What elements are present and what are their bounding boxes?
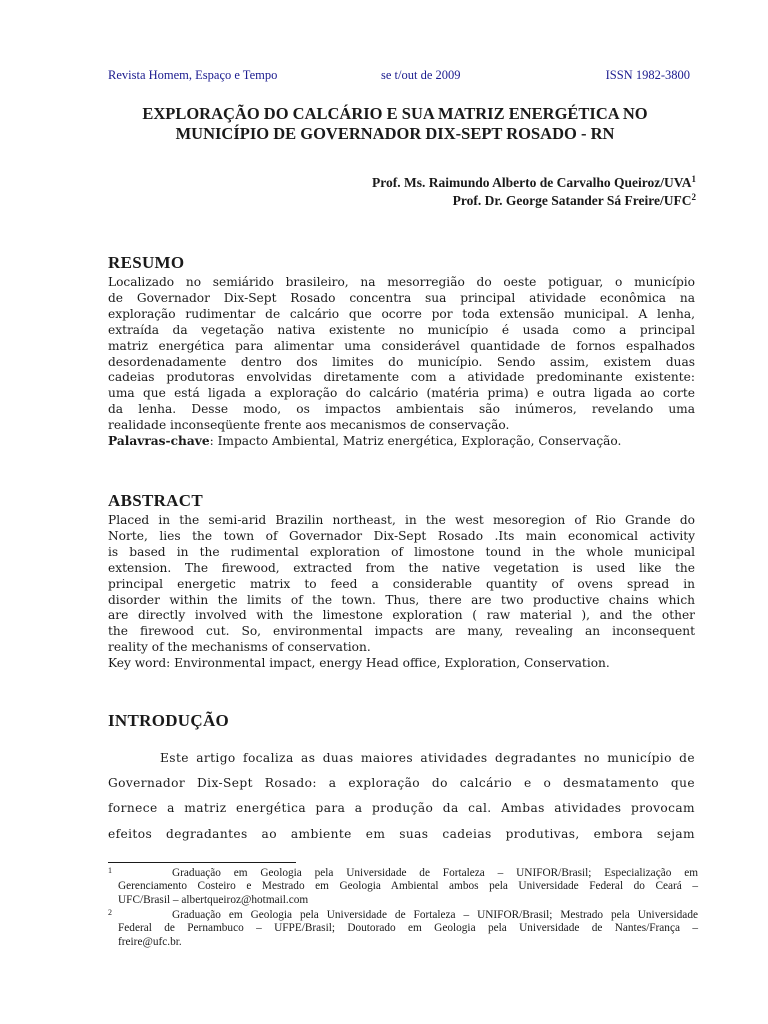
title-line-1: EXPLORAÇÃO DO CALCÁRIO E SUA MATRIZ ENERGÉTICA NO: [142, 104, 648, 123]
text-line: desordenadamente dentro dos limites do município. Sendo assim, existem duas: [108, 354, 695, 369]
text-line: extension. The firewood, extracted from the native vegetation is used like the: [108, 560, 695, 575]
title-line-2: MUNICÍPIO DE GOVERNADOR DIX-SEPT ROSADO - RN: [175, 124, 615, 143]
text-line: Placed in the semi-arid Brazilin northeast, in the west mesoregion of Rio Grande do: [108, 513, 695, 527]
text-line: Graduação em Geologia pela Universidade de Fortaleza – UNIFOR/Brasil; Especialização em: [172, 867, 698, 879]
introducao-heading: INTRODUÇÃO: [108, 711, 230, 730]
footnote-ref[interactable]: 1: [691, 174, 696, 184]
text-line: cadeias produtoras envolvidas diretamente com a atividade predominante existente:: [108, 370, 695, 385]
abstract-heading: ABSTRACT: [108, 491, 203, 510]
journal-name: Revista Homem, Espaço e Tempo: [108, 68, 278, 82]
text-line: matriz energética para alimentar uma considerável quantidade de fornos espalhados: [108, 338, 695, 353]
text-line: the firewood cut. So, environmental impacts are many, revealing an inconsequent: [108, 624, 695, 639]
text-line: Este artigo focaliza as duas maiores atividades degradantes no município de: [160, 751, 695, 765]
footnote-1: [108, 867, 698, 907]
author-name: Prof. Ms. Raimundo Alberto de Carvalho Queiroz/UVA: [372, 175, 692, 190]
resumo-body: [108, 275, 695, 450]
footnote-divider: [108, 862, 296, 863]
text-line: are directly involved with the limestone exploration ( raw material ), and the other: [108, 608, 695, 623]
text-line: Norte, lies the town of Governador Dix-Sept Rosado .Its main economical activity: [108, 528, 695, 543]
keywords-label: Palavras-chave: [108, 434, 210, 449]
author-2: [372, 192, 696, 210]
text-line: reality of the mechanisms of conservation.: [108, 640, 371, 655]
footnote-ref[interactable]: 2: [691, 192, 696, 202]
text-line: Governador Dix-Sept Rosado: a exploração do calcário e o desmatamento que: [108, 776, 695, 791]
issn: ISSN 1982-3800: [605, 68, 690, 82]
footnote-number: 1: [108, 866, 112, 875]
introducao-body: [108, 746, 695, 847]
resumo-heading: RESUMO: [108, 253, 185, 272]
text-line: da lenha. Desse modo, os impactos ambientais são inúmeros, revelando uma: [108, 402, 695, 417]
text-line: disorder within the limits of the town. Thus, there are two productive chains which: [108, 592, 695, 607]
text-line: Graduação em Geologia pela Universidade de Fortaleza – UNIFOR/Brasil; Mestrado pela Universidade: [172, 909, 698, 921]
text-line: Key word: Environmental impact, energy Head office, Exploration, Conservation.: [108, 656, 610, 671]
article-title: [100, 104, 690, 144]
abstract-body: [108, 513, 695, 672]
keywords-line: [108, 434, 695, 450]
author-name: Prof. Dr. George Satander Sá Freire/UFC: [452, 193, 692, 208]
text-line: Gerenciamento Costeiro e Mestrado em Geologia Ambiental ambos pela Universidade Federal do Ceará –: [118, 880, 698, 893]
text-line: de Governador Dix-Sept Rosado concentra sua principal atividade econômica na: [108, 290, 695, 305]
text-line: Federal de Pernambuco – UFPE/Brasil; Doutorado em Geologia pela Universidade de Nantes/França –: [118, 922, 698, 935]
text-line: efeitos degradantes ao ambiente em suas cadeias produtivas, embora sejam: [108, 826, 695, 841]
issue-date: se t/out de 2009: [381, 68, 461, 82]
footnote-number: 2: [108, 908, 112, 917]
author-1: [372, 174, 696, 192]
text-line: realidade inconseqüente frente aos mecanismos de conservação.: [108, 418, 510, 433]
footnote-2: [108, 909, 698, 949]
author-list: [372, 174, 696, 210]
text-line: extraída da vegetação nativa existente no município é usada como a principal: [108, 322, 695, 337]
running-header: [108, 68, 690, 86]
keywords-text: : Impacto Ambiental, Matriz energética, Exploração, Conservação.: [209, 434, 622, 449]
text-line: exploração rudimentar de calcário que ocorre por toda extensão municipal. A lenha,: [108, 306, 695, 321]
text-line: fornece a matriz energética para a produção da cal. Ambas atividades provocam: [108, 801, 695, 816]
text-line: principal energetic matrix to feed a considerable quantity of ovens spread in: [108, 576, 695, 591]
text-line: uma que está ligada a exploração do calcário (matéria prima) e outra ligada ao corte: [108, 386, 695, 401]
text-line: UFC/Brasil – albertqueiroz@hotmail.com: [118, 893, 309, 906]
text-line: Localizado no semiárido brasileiro, na mesorregião do oeste potiguar, o município: [108, 275, 695, 289]
text-line: freire@ufc.br.: [118, 935, 182, 948]
text-line: is based in the rudimental exploration of limostone tound in the whole municipal: [108, 544, 695, 559]
